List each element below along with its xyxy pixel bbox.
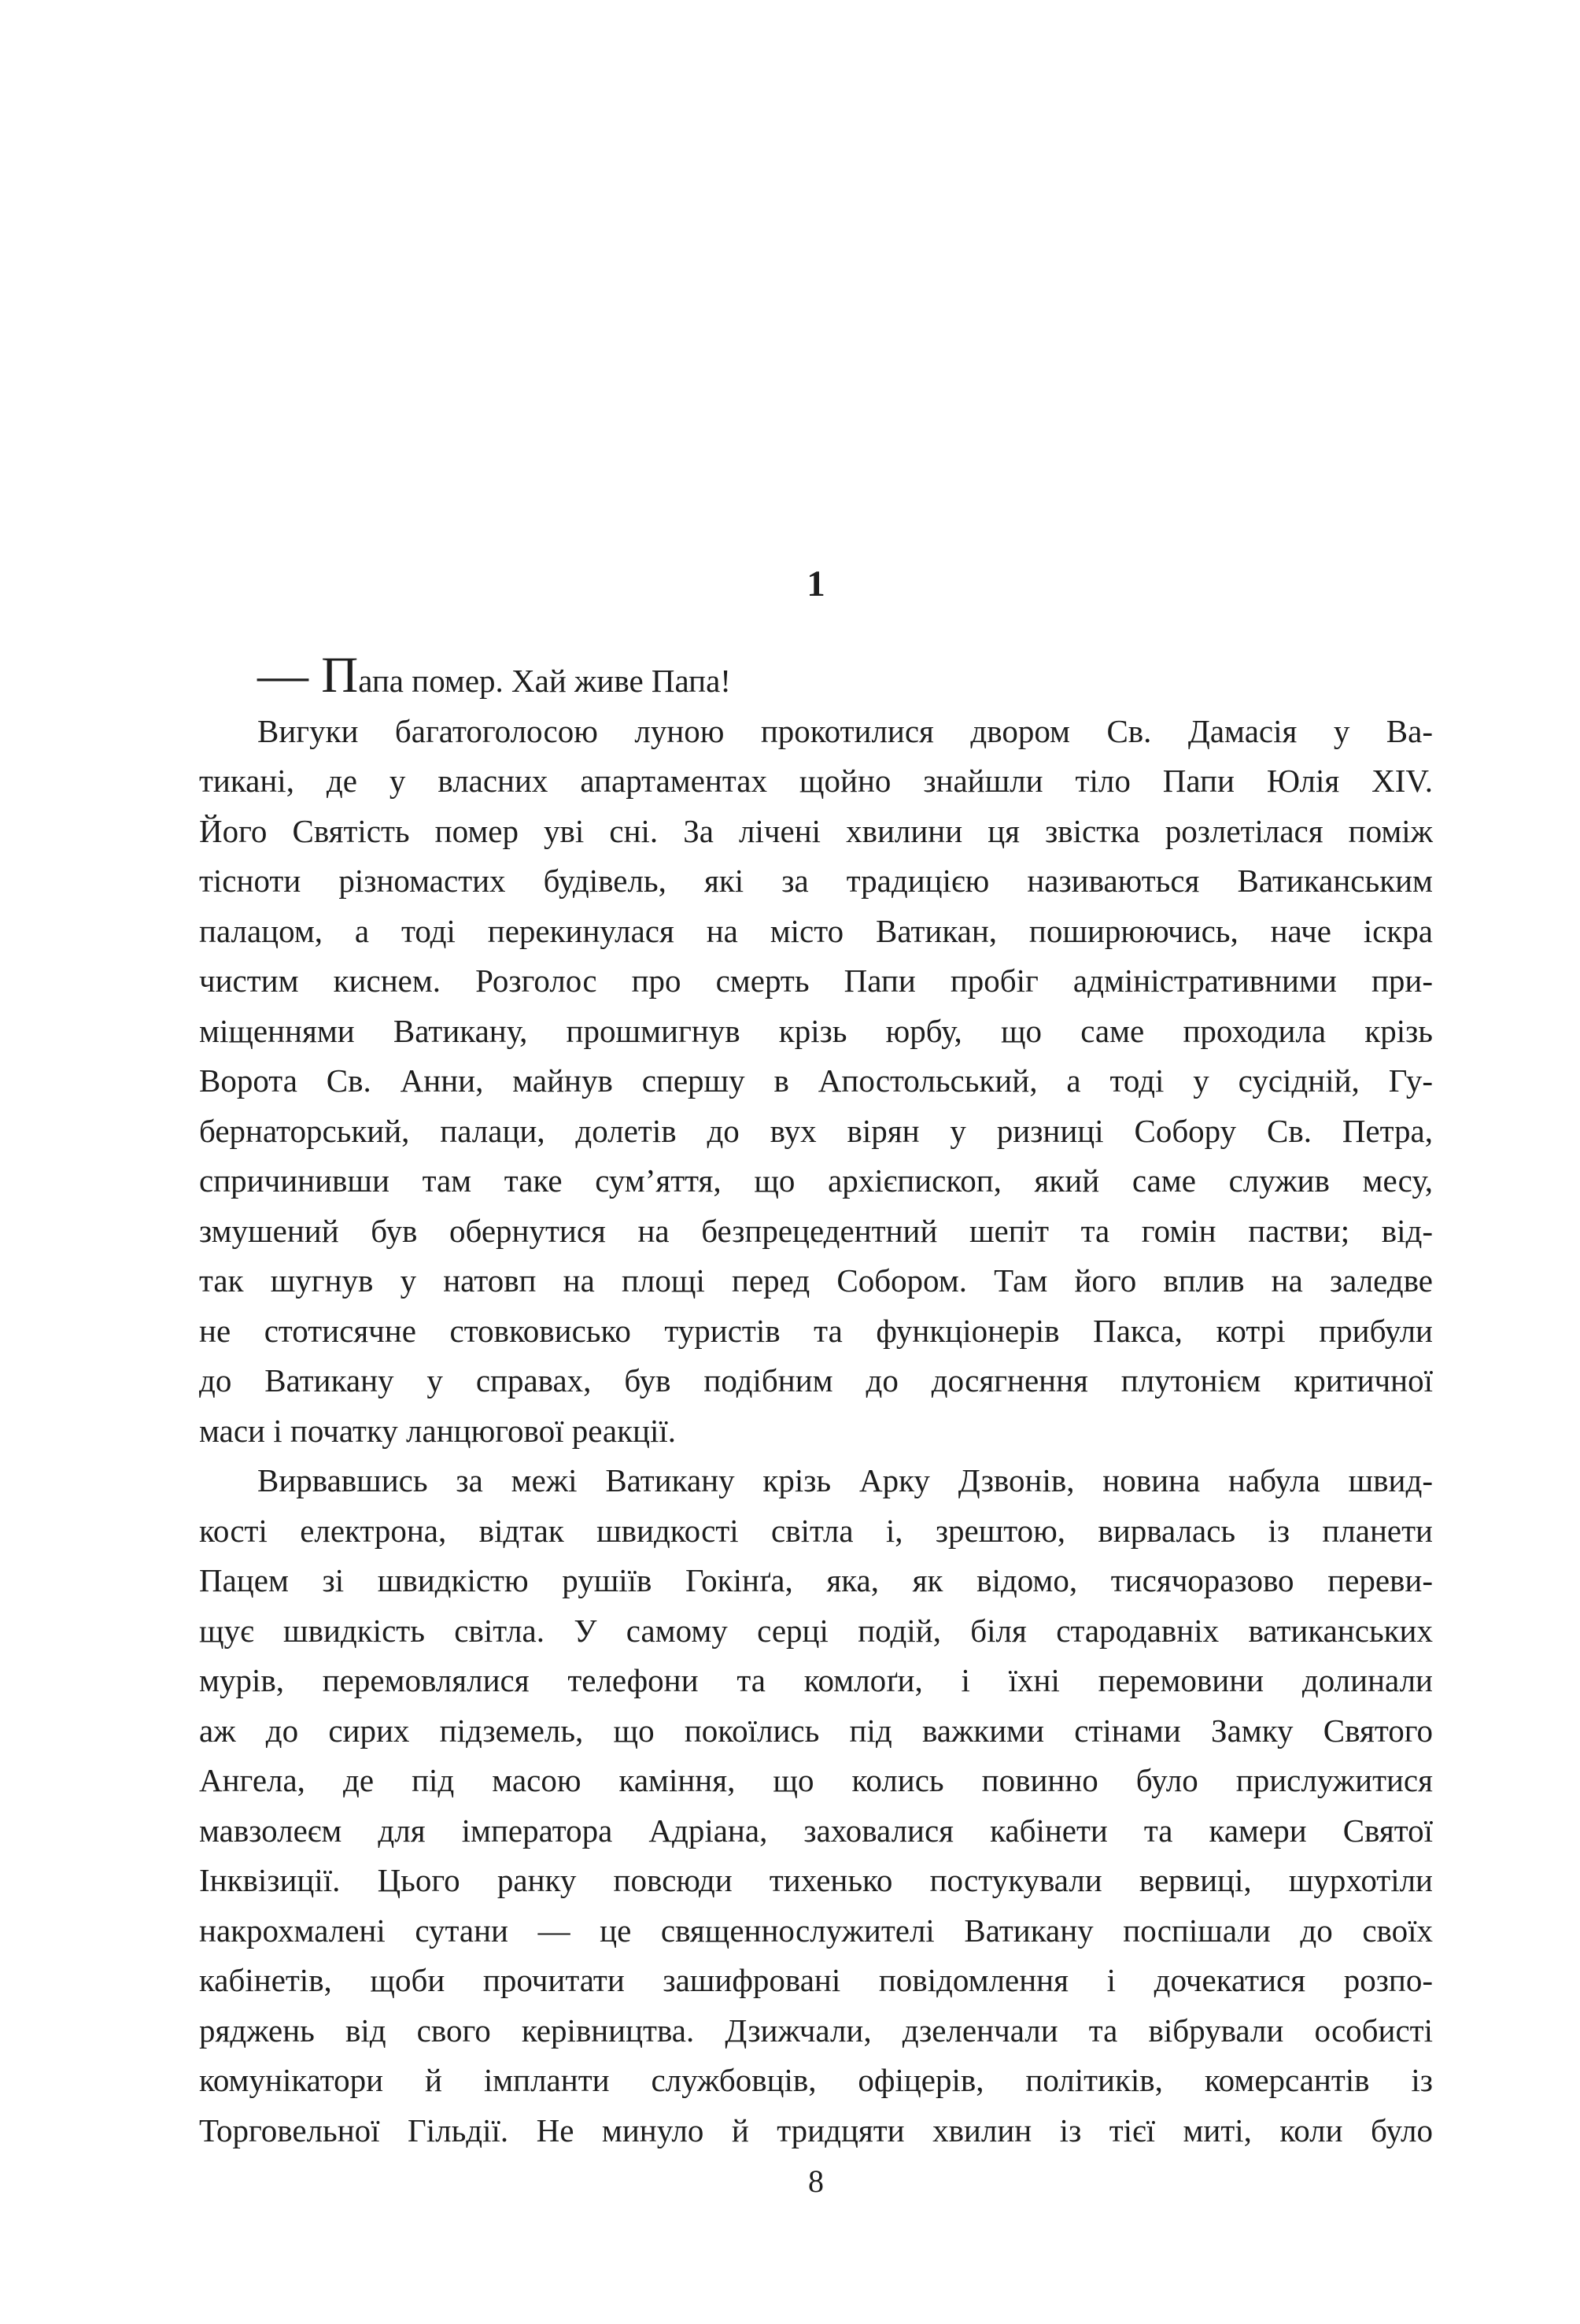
text-line: Вирвавшись за межі Ватикану крізь Арку Дзвонів, новина набула швид- (257, 1462, 1433, 1498)
text-line: змушений був обернутися на безпрецедентний шепіт та гомін пастви; від- (199, 1212, 1433, 1249)
text-line: бернаторський, палаци, долетів до вух вірян у ризниці Собору Св. Петра, (199, 1112, 1433, 1149)
text-line: чистим киснем. Розголос про смерть Папи пробіг адміністративними при- (199, 962, 1433, 999)
text-line: кабінетів, щоби прочитати зашифровані повідомлення і дочекатися розпо- (199, 1962, 1433, 1998)
text-line: до Ватикану у справах, був подібним до досягнення плутонієм критичної (199, 1362, 1433, 1398)
text-line: ряджень від свого керівництва. Дзижчали, дзеленчали та вібрували особисті (199, 2012, 1433, 2049)
paragraph (199, 1456, 1433, 2156)
text-line: тісноти різномастих будівель, які за традицією називаються Ватиканським (199, 863, 1433, 899)
text-line: спричинивши там таке сум’яття, що архієпископ, який саме служив месу, (199, 1162, 1433, 1199)
chapter-number: 1 (807, 563, 825, 604)
text-line: міщеннями Ватикану, прошмигнув крізь юрбу, що саме проходила крізь (199, 1012, 1433, 1049)
text-line: Пацем зі швидкістю рушіїв Гокінґа, яка, як відомо, тисячоразово переви- (199, 1562, 1433, 1598)
text-line: аж до сирих підземель, що покоїлись під важкими стінами Замку Святого (199, 1712, 1433, 1749)
text-line: не стотисячне стовковисько туристів та функціонерів Пакса, котрі прибули (199, 1312, 1433, 1349)
text-line: Його Святість помер уві сні. За лічені хвилини ця звістка розлетілася поміж (199, 812, 1433, 849)
text-line: Вигуки багатоголосою луною прокотилися двором Св. Дамасія у Ва- (257, 712, 1433, 749)
text-line: мавзолеєм для імператора Адріана, заховалися кабінети та камери Святої (199, 1812, 1433, 1849)
text-line: Ворота Св. Анни, майнув спершу в Апостольський, а тоді у сусідній, Гу- (199, 1062, 1433, 1099)
opening-line (199, 647, 1433, 707)
text-line: Ангела, де під масою каміння, що колись повинно було прислужитися (199, 1762, 1433, 1798)
text-line: кості електрона, відтак швидкості світла і, зрештою, вирвалась із планети (199, 1512, 1433, 1549)
text-line: мурів, перемовлялися телефони та комлоґи, і їхні перемовини долинали (199, 1662, 1433, 1698)
text-line: комунікатори й імпланти службовців, офіцерів, політиків, комерсантів із (199, 2062, 1433, 2098)
paragraph-opening (199, 647, 1433, 707)
text-line: так шугнув у натовп на площі перед Собором. Там його вплив на заледве (199, 1262, 1433, 1299)
text-line: тикані, де у власних апартаментах щойно знайшли тіло Папи Юлія XIV. (199, 763, 1433, 799)
paragraph (199, 707, 1433, 1457)
text-line: Інквізиції. Цього ранку повсюди тихенько постукували вервиці, шурхотіли (199, 1862, 1433, 1898)
opening-initial: — П (257, 647, 359, 704)
text-block (199, 647, 1433, 2156)
text-line: палацом, а тоді перекинулася на місто Ватикан, поширюючись, наче іскра (199, 912, 1433, 949)
page-number: 8 (808, 2163, 824, 2199)
text-line: щує швидкість світла. У самому серці подій, біля стародавніх ватиканських (199, 1612, 1433, 1649)
text-line: маси і початку ланцюгової реакції. (199, 1412, 677, 1449)
text-line: Торговельної Гільдії. Не минуло й тридцяти хвилин із тієї миті, коли було (199, 2112, 1433, 2148)
text-line: накрохмалені сутани — це священнослужителі Ватикану поспішали до своїх (199, 1912, 1433, 1949)
opening-rest: апа помер. Хай живе Папа! (358, 663, 731, 699)
